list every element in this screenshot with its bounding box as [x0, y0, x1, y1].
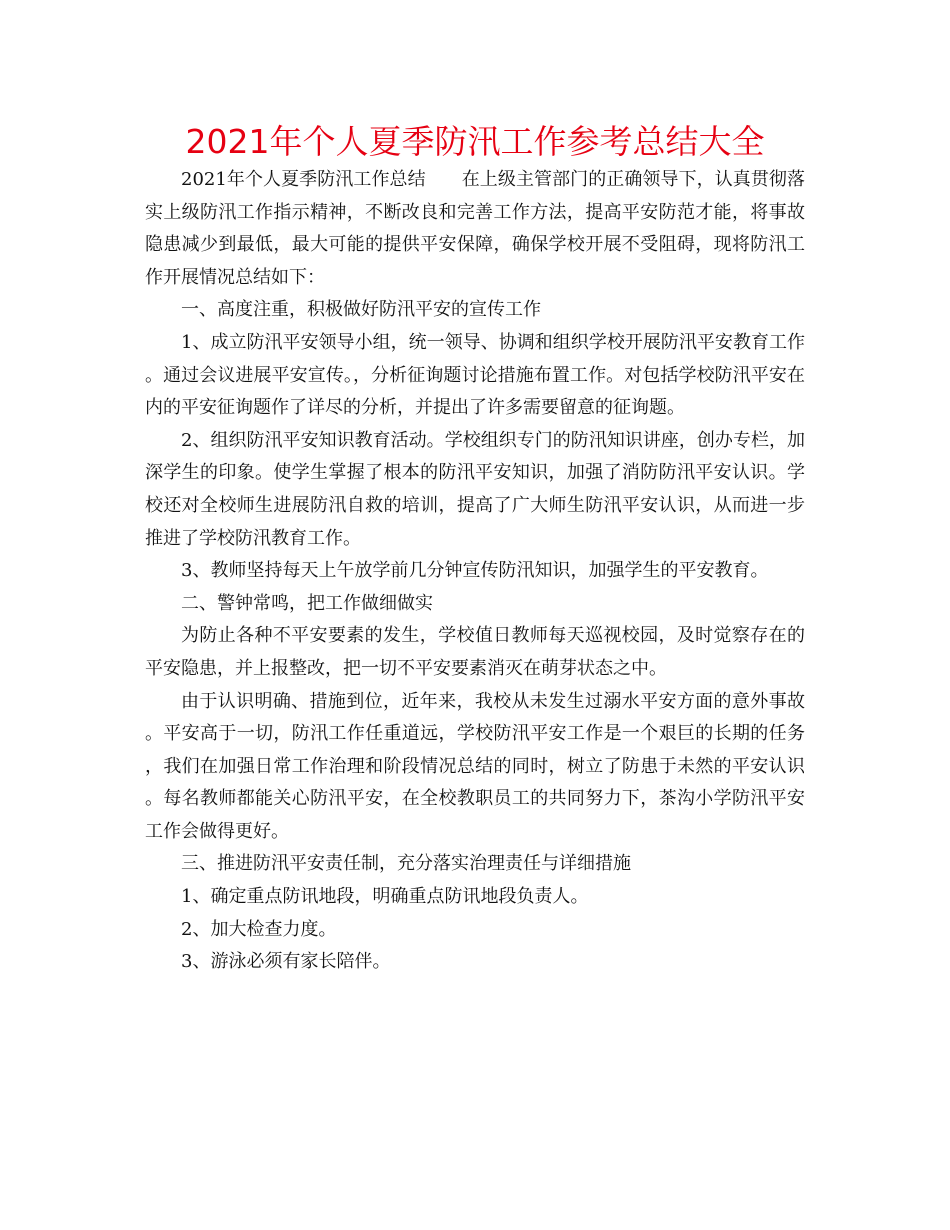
paragraph: 为防止各种不平安要素的发生，学校值日教师每天巡视校园，及时觉察存在的平安隐患，并上报整改，把一切不平安要素消灭在萌芽状态之中。 — [145, 625, 805, 679]
list-item: 2、加大检查力度。 — [181, 918, 337, 940]
paragraph: 1、成立防汛平安领导小组，统一领导、协调和组织学校开展防汛平安教育工作。通过会议进展平安宣传。，分析征询题讨论措施布置工作。对包括学校防汛平安在内的平安征询题作了详尽的分析，并提出了许多需要留意的征询题。 — [145, 331, 805, 419]
document-title: 2021年个人夏季防汛工作参考总结大全 — [185, 122, 765, 161]
list-item: 3、游泳必须有家长陪伴。 — [181, 951, 391, 973]
paragraph: 2、组织防汛平安知识教育活动。学校组织专门的防汛知识讲座，创办专栏，加深学生的印象。使学生掌握了根本的防汛平安知识，加强了消防防汛平安认识。学校还对全校师生进展防汛自救的培训，提高了广大师生防汛平安认识，从而进一步推进了学校防汛教育工作。 — [145, 429, 805, 549]
section-heading-1: 一、高度注重，积极做好防汛平安的宣传工作 — [181, 299, 541, 321]
list-item: 1、确定重点防讯地段，明确重点防讯地段负责人。 — [181, 886, 589, 908]
paragraph: 由于认识明确、措施到位，近年来，我校从未发生过溺水平安方面的意外事故。平安高于一切，防汛工作任重道远，学校防汛平安工作是一个艰巨的长期的任务，我们在加强日常工作治理和阶段情况总结的同时，树立了防患于未然的平安认识。每名教师都能关心防汛平安，在全校教职员工的共同努力下，茶沟小学防汛平安工作会做得更好。 — [145, 690, 805, 842]
intro-heading: 2021年个人夏季防汛工作总结 — [181, 169, 426, 190]
intro-text: 在上级主管部门的正确领导下，认真贯彻落实上级防汛工作指示精神，不断改良和完善工作方法，提高平安防范才能，将事故隐患减少到最低，最大可能的提供平安保障，确保学校开展不受阻碍，现将防汛工作开展情况总结如下： — [145, 169, 805, 288]
section-heading-2: 二、警钟常鸣，把工作做细做实 — [181, 592, 433, 614]
document-body — [145, 164, 805, 979]
intro-paragraph — [145, 164, 805, 294]
section-heading-3: 三、推进防汛平安责任制，充分落实治理责任与详细措施 — [181, 853, 631, 875]
paragraph: 3、教师坚持每天上午放学前几分钟宣传防汛知识，加强学生的平安教育。 — [181, 560, 769, 582]
